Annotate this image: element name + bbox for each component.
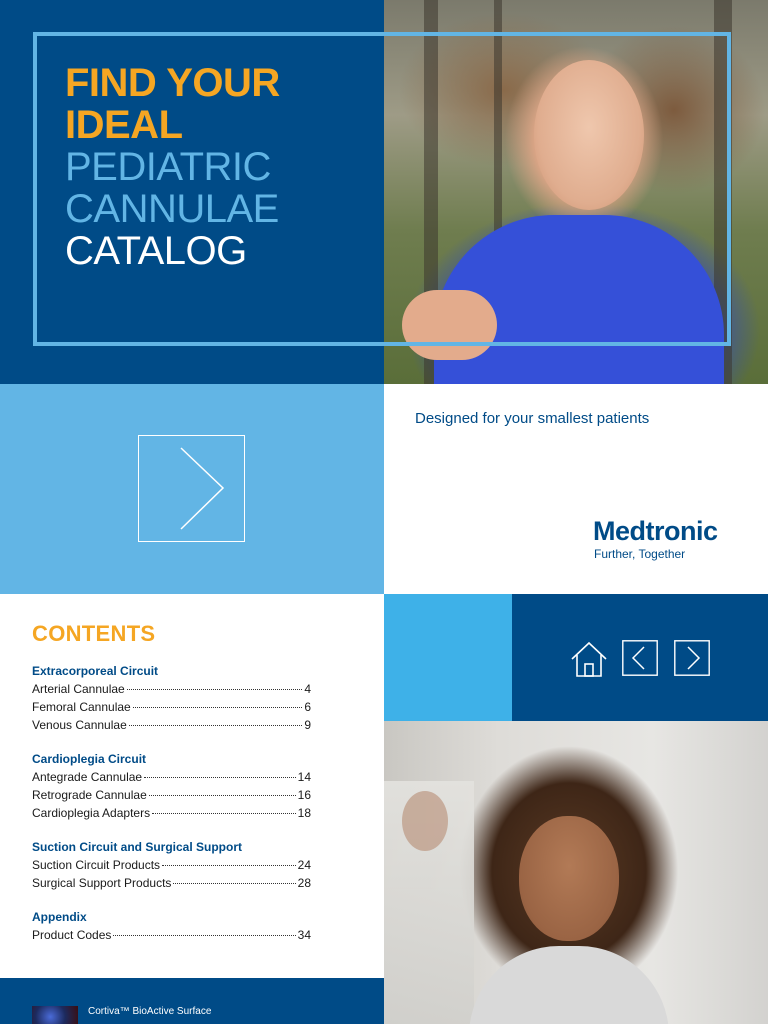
home-button[interactable] [570, 640, 606, 676]
footer-link-cortiva[interactable]: Cortiva™ BioActive Surface [88, 1006, 212, 1017]
toc-item-cardioplegia-adapters[interactable] [32, 806, 311, 822]
toc-item-retrograde-cannulae[interactable] [32, 788, 311, 804]
toc-leader-dots [127, 689, 303, 690]
toc-item-femoral-cannulae[interactable] [32, 700, 311, 716]
contents-title: CONTENTS [32, 621, 156, 646]
brand-slogan: Further, Together [594, 547, 686, 561]
toc-item-page: 28 [297, 876, 311, 890]
toc-item-label: Suction Circuit Products [32, 858, 161, 872]
toc-item-page: 18 [297, 806, 311, 820]
toc-item-page: 6 [304, 700, 311, 714]
nav-accent-block [384, 594, 512, 721]
chevron-right-icon [139, 436, 244, 541]
photo-child-shirt [469, 946, 669, 1024]
toc-item-label: Femoral Cannulae [32, 700, 131, 714]
photo-background-doctor [384, 781, 474, 1024]
chevron-right-icon [674, 640, 710, 676]
title-line-5: CATALOG [65, 229, 247, 273]
toc-leader-dots [149, 795, 296, 796]
next-page-button[interactable] [138, 435, 245, 542]
toc-item-page: 34 [297, 928, 311, 942]
toc-leader-dots [113, 935, 295, 936]
toc-item-page: 24 [297, 858, 311, 872]
toc-item-label: Arterial Cannulae [32, 682, 125, 696]
toc-item-page: 16 [297, 788, 311, 802]
medtronic-logo [593, 515, 718, 561]
photo-doctor-head [402, 791, 448, 851]
chevron-left-icon [622, 640, 658, 676]
toc-item-label: Venous Cannulae [32, 718, 127, 732]
photo-child-face [519, 816, 619, 941]
toc-section-heading: Cardioplegia Circuit [32, 752, 147, 766]
toc-leader-dots [162, 865, 296, 866]
toc-item-page: 14 [297, 770, 311, 784]
next-page-nav-button[interactable] [674, 640, 710, 676]
title-line-3: PEDIATRIC [65, 145, 271, 189]
toc-item-antegrade-cannulae[interactable] [32, 770, 311, 786]
photo-smiling-child [384, 721, 768, 1024]
tagline: Designed for your smallest patients [415, 410, 650, 427]
toc-leader-dots [144, 777, 296, 778]
toc-leader-dots [129, 725, 303, 726]
title-line-4: CANNULAE [65, 187, 279, 231]
toc-item-venous-cannulae[interactable] [32, 718, 311, 734]
toc-leader-dots [133, 707, 303, 708]
toc-item-label: Cardioplegia Adapters [32, 806, 151, 820]
toc-item-page: 9 [304, 718, 311, 732]
toc-item-label: Surgical Support Products [32, 876, 172, 890]
toc-item-label: Retrograde Cannulae [32, 788, 147, 802]
title-line-2: IDEAL [65, 103, 183, 147]
toc-item-arterial-cannulae[interactable] [32, 682, 311, 698]
toc-item-surgical-support-products[interactable] [32, 876, 311, 892]
toc-leader-dots [173, 883, 295, 884]
home-icon [570, 640, 608, 678]
toc-item-label: Product Codes [32, 928, 112, 942]
title-line-1: FIND YOUR [65, 61, 280, 105]
previous-page-button[interactable] [622, 640, 658, 676]
toc-item-product-codes[interactable] [32, 928, 311, 944]
footer-thumbnail-image [32, 1006, 78, 1024]
toc-section-heading: Appendix [32, 910, 87, 924]
brand-name: Medtronic [593, 516, 718, 546]
toc-item-suction-circuit-products[interactable] [32, 858, 311, 874]
toc-item-label: Antegrade Cannulae [32, 770, 143, 784]
toc-section-heading: Suction Circuit and Surgical Support [32, 840, 243, 854]
toc-item-page: 4 [304, 682, 311, 696]
toc-section-heading: Extracorporeal Circuit [32, 664, 159, 678]
toc-leader-dots [152, 813, 296, 814]
